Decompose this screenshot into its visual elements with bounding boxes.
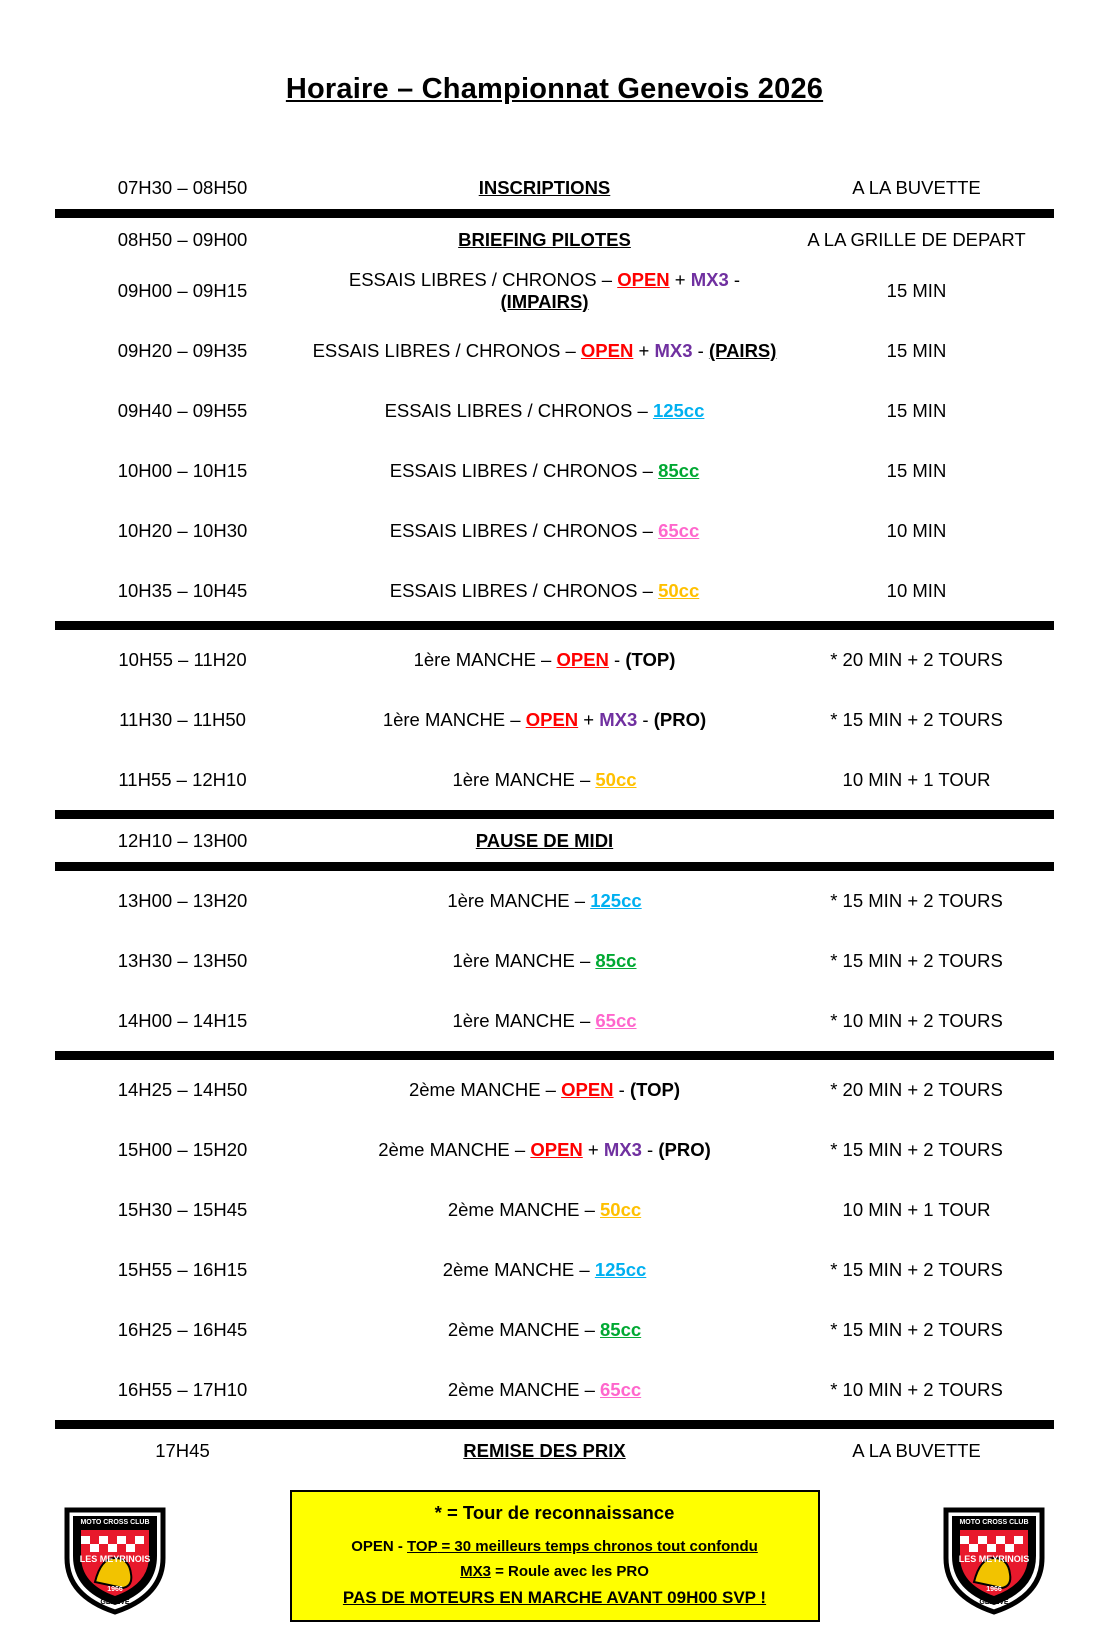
schedule-row	[55, 501, 1054, 561]
desc-segment: 65cc	[595, 1010, 637, 1031]
desc-segment: (PRO)	[653, 709, 707, 730]
row-time: 09H00 – 09H15	[117, 280, 248, 301]
schedule-row	[55, 261, 1054, 321]
section-divider-bar	[55, 862, 1054, 871]
svg-text:1966: 1966	[986, 1586, 1002, 1593]
footer	[55, 1490, 1054, 1622]
row-description	[310, 441, 779, 501]
row-description	[310, 1240, 779, 1300]
row-time: 16H25 – 16H45	[117, 1319, 248, 1340]
section-divider	[55, 810, 1054, 819]
schedule-row	[55, 991, 1054, 1051]
row-duration: 10 MIN	[886, 580, 947, 601]
legend-top-label: TOP	[407, 1538, 438, 1555]
row-time: 10H20 – 10H30	[117, 520, 248, 541]
desc-segment: OPEN	[530, 1139, 583, 1160]
row-description	[310, 1360, 779, 1420]
desc-segment: INSCRIPTIONS	[478, 176, 611, 198]
club-logo-left-icon	[55, 1496, 175, 1616]
row-description	[310, 261, 779, 321]
section-divider-bar	[55, 1420, 1054, 1429]
desc-segment: -	[728, 269, 741, 290]
row-time: 09H20 – 09H35	[117, 340, 248, 361]
row-time: 11H55 – 12H10	[118, 769, 247, 790]
section-divider-bar	[55, 209, 1054, 218]
desc-segment: 50cc	[658, 580, 700, 601]
row-description	[310, 501, 779, 561]
desc-segment: ESSAIS LIBRES / CHRONOS –	[389, 460, 659, 481]
schedule-row	[55, 166, 1054, 209]
section-divider	[55, 1051, 1054, 1060]
row-duration: * 15 MIN + 2 TOURS	[830, 1139, 1003, 1160]
row-duration: * 20 MIN + 2 TOURS	[830, 649, 1003, 670]
row-time: 17H45	[155, 1439, 210, 1461]
section-divider-bar	[55, 1051, 1054, 1060]
desc-segment: OPEN	[561, 1079, 614, 1100]
desc-segment: MX3	[690, 269, 729, 290]
row-time: 13H00 – 13H20	[117, 890, 248, 911]
desc-segment: +	[633, 340, 655, 361]
schedule-row	[55, 690, 1054, 750]
svg-text:LES MEYRINOIS: LES MEYRINOIS	[958, 1554, 1030, 1564]
schedule-table	[55, 166, 1054, 1472]
row-description	[310, 1120, 779, 1180]
row-duration: 10 MIN + 1 TOUR	[842, 1199, 991, 1220]
desc-segment: 125cc	[594, 1259, 647, 1280]
desc-segment: OPEN	[617, 269, 670, 290]
row-duration	[779, 819, 1054, 862]
desc-segment: 125cc	[652, 400, 705, 421]
desc-segment: 65cc	[658, 520, 700, 541]
row-duration: A LA BUVETTE	[852, 176, 981, 198]
desc-segment: 2ème MANCHE –	[447, 1199, 600, 1220]
row-duration: * 15 MIN + 2 TOURS	[830, 1259, 1003, 1280]
desc-segment: 1ère MANCHE –	[452, 950, 596, 971]
schedule-row	[55, 630, 1054, 690]
svg-text:MOTO CROSS CLUB: MOTO CROSS CLUB	[959, 1519, 1029, 1526]
schedule-row	[55, 321, 1054, 381]
row-time: 15H00 – 15H20	[117, 1139, 248, 1160]
row-time: 10H55 – 11H20	[118, 649, 247, 670]
schedule-row	[55, 1300, 1054, 1360]
row-description	[310, 321, 779, 381]
schedule-row	[55, 1120, 1054, 1180]
row-description	[310, 1429, 779, 1472]
row-duration: A LA BUVETTE	[852, 1439, 981, 1461]
schedule-row	[55, 441, 1054, 501]
legend-line-1: * = Tour de reconnaissance	[434, 1502, 675, 1523]
section-divider-bar	[55, 810, 1054, 819]
row-time: 10H00 – 10H15	[117, 460, 248, 481]
section-divider	[55, 209, 1054, 218]
desc-segment: +	[578, 709, 600, 730]
row-duration: 15 MIN	[886, 280, 947, 301]
svg-text:LES MEYRINOIS: LES MEYRINOIS	[79, 1554, 151, 1564]
desc-segment: -	[608, 649, 626, 670]
row-time: 15H55 – 16H15	[117, 1259, 248, 1280]
row-description	[310, 1180, 779, 1240]
row-duration: 15 MIN	[886, 460, 947, 481]
row-duration: * 15 MIN + 2 TOURS	[830, 950, 1003, 971]
row-description	[310, 218, 779, 261]
desc-segment: 2ème MANCHE –	[378, 1139, 531, 1160]
schedule-row	[55, 381, 1054, 441]
schedule-body	[55, 166, 1054, 1472]
row-time: 14H25 – 14H50	[117, 1079, 248, 1100]
svg-text:GENEVE: GENEVE	[979, 1599, 1009, 1606]
desc-segment: (TOP)	[630, 1079, 681, 1100]
club-logo-right-icon	[934, 1496, 1054, 1616]
desc-segment: 50cc	[600, 1199, 642, 1220]
row-description	[310, 931, 779, 991]
row-duration: * 10 MIN + 2 TOURS	[830, 1010, 1003, 1031]
desc-segment: (PRO)	[658, 1139, 711, 1160]
legend-top-desc: = 30 meilleurs temps chronos tout confondu	[437, 1538, 758, 1555]
legend-open-label: OPEN -	[351, 1538, 408, 1555]
row-time: 12H10 – 13H00	[117, 829, 248, 851]
row-description	[310, 630, 779, 690]
svg-text:MOTO CROSS CLUB: MOTO CROSS CLUB	[80, 1519, 150, 1526]
row-duration: * 20 MIN + 2 TOURS	[830, 1079, 1003, 1100]
svg-text:GENEVE: GENEVE	[100, 1599, 130, 1606]
row-time: 10H35 – 10H45	[117, 580, 248, 601]
desc-segment: 1ère MANCHE –	[382, 709, 526, 730]
row-duration: 15 MIN	[886, 340, 947, 361]
row-time: 15H30 – 15H45	[117, 1199, 248, 1220]
desc-segment: MX3	[603, 1139, 642, 1160]
section-divider	[55, 621, 1054, 630]
desc-segment: BRIEFING PILOTES	[458, 228, 631, 250]
row-time: 07H30 – 08H50	[117, 176, 248, 198]
desc-segment: (PAIRS)	[708, 340, 777, 361]
row-duration: 15 MIN	[886, 400, 947, 421]
legend-box	[290, 1490, 820, 1622]
row-time: 09H40 – 09H55	[117, 400, 248, 421]
schedule-row	[55, 819, 1054, 862]
desc-segment: +	[669, 269, 691, 290]
schedule-row	[55, 1429, 1054, 1472]
desc-segment: PAUSE DE MIDI	[475, 829, 614, 851]
row-duration: * 15 MIN + 2 TOURS	[830, 1319, 1003, 1340]
section-divider	[55, 1420, 1054, 1429]
desc-segment: 85cc	[600, 1319, 642, 1340]
schedule-row	[55, 1180, 1054, 1240]
row-description	[310, 871, 779, 931]
row-duration: * 10 MIN + 2 TOURS	[830, 1379, 1003, 1400]
row-description	[310, 381, 779, 441]
section-divider-bar	[55, 621, 1054, 630]
schedule-row	[55, 931, 1054, 991]
desc-segment: 50cc	[595, 769, 637, 790]
desc-segment: 2ème MANCHE –	[447, 1379, 600, 1400]
desc-segment: OPEN	[580, 340, 634, 361]
row-description	[310, 166, 779, 209]
desc-segment: MX3	[654, 340, 693, 361]
schedule-row	[55, 871, 1054, 931]
desc-segment: 1ère MANCHE –	[413, 649, 557, 670]
desc-segment: -	[637, 709, 654, 730]
row-description	[310, 819, 779, 862]
row-description	[310, 1060, 779, 1120]
desc-segment: -	[641, 1139, 659, 1160]
desc-segment: OPEN	[525, 709, 579, 730]
row-duration: * 15 MIN + 2 TOURS	[830, 709, 1003, 730]
row-time: 08H50 – 09H00	[117, 228, 248, 250]
desc-segment: -	[613, 1079, 630, 1100]
row-description	[310, 561, 779, 621]
desc-segment: 65cc	[600, 1379, 642, 1400]
row-time: 11H30 – 11H50	[119, 709, 246, 730]
desc-segment: ESSAIS LIBRES / CHRONOS –	[312, 340, 581, 361]
legend-mx3-label: MX3	[460, 1563, 491, 1580]
section-divider	[55, 862, 1054, 871]
desc-segment: 85cc	[595, 950, 637, 971]
row-description	[310, 750, 779, 810]
desc-segment: ESSAIS LIBRES / CHRONOS –	[389, 520, 659, 541]
row-time: 16H55 – 17H10	[117, 1379, 248, 1400]
schedule-row	[55, 1060, 1054, 1120]
row-time: 14H00 – 14H15	[117, 1010, 248, 1031]
page-title: Horaire – Championnat Genevois 2026	[285, 73, 824, 105]
desc-segment: 1ère MANCHE –	[452, 769, 596, 790]
desc-segment: (IMPAIRS)	[500, 291, 589, 312]
schedule-row	[55, 1360, 1054, 1420]
row-description	[310, 1300, 779, 1360]
schedule-row	[55, 1240, 1054, 1300]
desc-segment: ESSAIS LIBRES / CHRONOS –	[384, 400, 653, 421]
legend-line-4: PAS DE MOTEURS EN MARCHE AVANT 09H00 SVP !	[342, 1588, 767, 1607]
row-duration: 10 MIN	[886, 520, 947, 541]
desc-segment: ESSAIS LIBRES / CHRONOS –	[348, 269, 618, 290]
desc-segment: REMISE DES PRIX	[463, 1439, 626, 1461]
row-duration: * 15 MIN + 2 TOURS	[830, 890, 1003, 911]
legend-line-2	[304, 1538, 806, 1555]
row-description	[310, 991, 779, 1051]
desc-segment: 1ère MANCHE –	[452, 1010, 596, 1031]
svg-text:1966: 1966	[107, 1586, 123, 1593]
legend-mx3-desc: = Roule avec les PRO	[490, 1563, 649, 1580]
desc-segment: ESSAIS LIBRES / CHRONOS –	[389, 580, 659, 601]
row-description	[310, 690, 779, 750]
row-duration: A LA GRILLE DE DEPART	[807, 228, 1026, 250]
desc-segment: OPEN	[556, 649, 609, 670]
desc-segment: MX3	[599, 709, 638, 730]
desc-segment: 125cc	[590, 890, 642, 911]
desc-segment: -	[692, 340, 709, 361]
desc-segment: +	[582, 1139, 604, 1160]
desc-segment: 2ème MANCHE –	[408, 1079, 562, 1100]
row-duration: 10 MIN + 1 TOUR	[842, 769, 991, 790]
schedule-row	[55, 561, 1054, 621]
desc-segment: 85cc	[658, 460, 700, 481]
desc-segment: 1ère MANCHE –	[447, 890, 591, 911]
schedule-row	[55, 750, 1054, 810]
schedule-row	[55, 218, 1054, 261]
row-time: 13H30 – 13H50	[117, 950, 248, 971]
desc-segment: (TOP)	[625, 649, 676, 670]
desc-segment: 2ème MANCHE –	[447, 1319, 600, 1340]
legend-line-3	[304, 1563, 806, 1580]
desc-segment: 2ème MANCHE –	[442, 1259, 595, 1280]
